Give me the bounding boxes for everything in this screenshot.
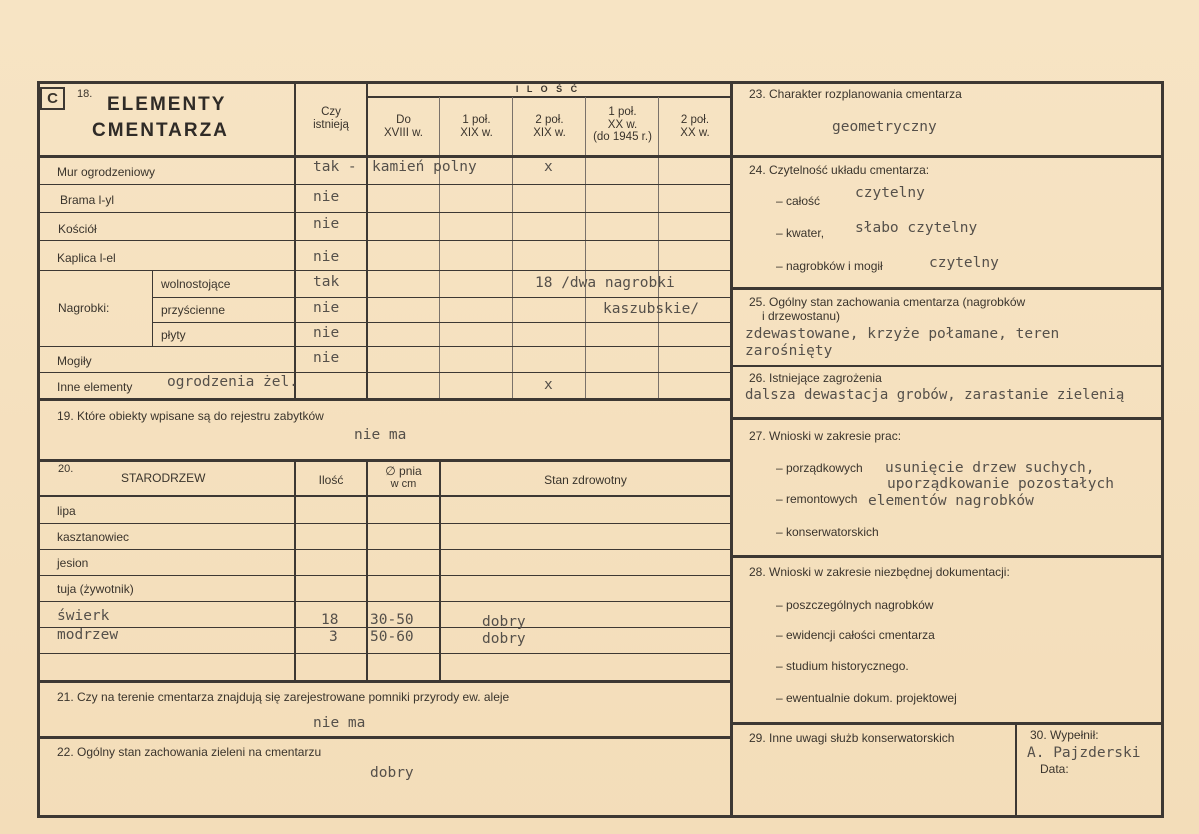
s30-label: 30. Wypełnił:	[1030, 728, 1099, 742]
mur-x: x	[544, 159, 553, 175]
row-label-plyty: płyty	[161, 328, 186, 342]
s25-label-2: i drzewostanu)	[762, 309, 841, 323]
s20-row-line	[39, 549, 730, 550]
s20-col-pnia-label: ∅ pnia w cm	[385, 464, 422, 491]
s25-value-1: zdewastowane, krzyże połamane, teren	[745, 326, 1060, 342]
s30-value: A. Pajzderski	[1027, 745, 1141, 761]
s20-header-line	[39, 495, 730, 497]
s29-top-line	[732, 722, 1163, 725]
tree-row-jesion: jesion	[57, 556, 89, 570]
s27-remontowych: – remontowych	[776, 492, 858, 506]
nagrobki-detail-2: kaszubskie/	[603, 301, 700, 317]
s20-col-ilosc-label: Ilość	[318, 473, 344, 487]
row-label-mur: Mur ogrodzeniowy	[57, 165, 156, 179]
nagrobki-label: Nagrobki:	[58, 301, 110, 315]
col-2pol-xix: 2 poł. XIX w.	[533, 114, 566, 139]
s24-nagrobkow-value: czytelny	[929, 255, 999, 271]
tree-row-lipa: lipa	[57, 504, 76, 518]
mogily-value: nie	[313, 350, 340, 366]
s28-item-4: – ewentualnie dokum. projektowej	[776, 691, 957, 705]
s20-col-stan-label: Stan zdrowotny	[544, 473, 627, 487]
s28-item-3: – studium historycznego.	[776, 659, 909, 673]
kaplica-value: nie	[313, 249, 340, 265]
s27-konserwatorskich: – konserwatorskich	[776, 525, 879, 539]
row-line	[39, 212, 730, 213]
brama-value: nie	[313, 189, 340, 205]
s28-item-1: – poszczególnych nagrobków	[776, 598, 934, 612]
s20-col-stan	[439, 461, 441, 681]
col-line-4	[585, 97, 586, 398]
s20-row-line	[39, 575, 730, 576]
wolnostojace-value: tak	[313, 274, 340, 290]
row-label-kaplica: Kaplica l-el	[57, 251, 116, 265]
row-line	[39, 372, 730, 373]
s21-top-line	[37, 680, 732, 683]
s20-col-pnia	[366, 461, 368, 681]
row-line	[39, 184, 730, 185]
row-line	[152, 322, 730, 323]
s25-top-line	[732, 287, 1163, 290]
inne-x: x	[544, 377, 553, 393]
s19-top-line	[37, 398, 732, 401]
row-label-mogily: Mogiły	[57, 354, 92, 368]
s25-value-2: zarośnięty	[745, 343, 833, 359]
tree-row-modrzew: modrzew	[57, 627, 119, 643]
s22-value: dobry	[370, 765, 414, 781]
s28-top-line	[732, 555, 1163, 558]
s19-label: 19. Które obiekty wpisane są do rejestru zabytków	[57, 409, 324, 423]
title-line-2: CMENTARZA	[92, 120, 229, 141]
s19-value: nie ma	[354, 427, 407, 443]
s20-row-line	[39, 601, 730, 602]
s20-top-line	[37, 459, 732, 462]
s30-data-label: Data:	[1040, 762, 1069, 776]
nagrobki-divider	[152, 270, 153, 346]
row-label-kosciol: Kościół	[58, 222, 97, 236]
s20-title: STARODRZEW	[121, 471, 206, 485]
s27-label: 27. Wnioski w zakresie prac:	[749, 429, 902, 443]
col-1pol-xix: 1 poł. XIX w.	[460, 114, 493, 139]
przyscienne-value: nie	[313, 300, 340, 316]
ilosc-line	[366, 96, 730, 98]
s29-s30-divider	[1015, 724, 1017, 817]
modrzew-ilosc: 3	[329, 629, 338, 645]
nagrobki-detail-1: 18 /dwa nagrobki	[535, 275, 675, 291]
col-line-3	[512, 97, 513, 398]
frame-top	[37, 81, 1164, 84]
row-line	[152, 297, 730, 298]
section-18-number: 18.	[77, 88, 93, 100]
s20-row-line	[39, 653, 730, 654]
swierk-pnia: 30-50	[370, 612, 414, 628]
plyty-value: nie	[313, 325, 340, 341]
s26-value: dalsza dewastacja grobów, zarastanie zielenią	[745, 387, 1125, 403]
col-line-5	[658, 97, 659, 398]
swierk-stan: dobry	[482, 614, 526, 630]
s24-calosc-label: – całość	[776, 194, 821, 208]
s24-kwater-value: słabo czytelny	[855, 220, 978, 236]
s23-label: 23. Charakter rozplanowania cmentarza	[749, 87, 962, 101]
frame-middle	[730, 81, 733, 818]
s26-label: 26. Istniejące zagrożenia	[749, 371, 882, 385]
s24-label: 24. Czytelność układu cmentarza:	[749, 163, 930, 177]
s24-kwater-label: – kwater,	[776, 226, 825, 240]
s26-top-line	[732, 365, 1163, 367]
col-1pol-xx: 1 poł. XX w. (do 1945 r.)	[593, 106, 652, 144]
s29-label: 29. Inne uwagi służb konserwatorskich	[749, 731, 955, 745]
s22-label: 22. Ogólny stan zachowania zieleni na cmentarzu	[57, 745, 322, 759]
s28-label: 28. Wnioski w zakresie niezbędnej dokumentacji:	[749, 565, 1010, 579]
elements-header-line	[37, 155, 732, 158]
s24-top-line	[732, 155, 1163, 158]
mur-czy-value: tak -	[313, 159, 357, 175]
col-2pol-xx: 2 poł. XX w.	[680, 114, 710, 139]
section-box-letter: C	[40, 87, 65, 110]
row-line	[39, 346, 730, 347]
row-label-inne: Inne elementy	[57, 380, 133, 394]
s25-label-1: 25. Ogólny stan zachowania cmentarza (nagrobków	[749, 295, 1026, 309]
s23-value: geometryczny	[832, 119, 937, 135]
tree-row-kasztanowiec: kasztanowiec	[57, 530, 130, 544]
swierk-ilosc: 18	[321, 612, 339, 628]
title-line-1: ELEMENTY	[107, 94, 227, 115]
tree-row-swierk: świerk	[57, 608, 110, 624]
row-line	[39, 270, 730, 271]
s27-value-3: elementów nagrobków	[868, 493, 1034, 509]
s24-nagrobkow-label: – nagrobków i mogił	[776, 259, 883, 273]
s27-top-line	[732, 417, 1163, 420]
frame-left	[37, 81, 40, 818]
ilosc-header: I L O Ś Ć	[515, 84, 581, 94]
s27-value-2: uporządkowanie pozostałych	[887, 476, 1114, 492]
modrzew-pnia: 50-60	[370, 629, 414, 645]
row-label-wolnostojace: wolnostojące	[161, 277, 231, 291]
s20-row-line	[39, 523, 730, 524]
s20-col-ilosc	[294, 461, 296, 681]
mur-detail: kamień polny	[372, 159, 477, 175]
row-label-przyscienne: przyścienne	[161, 303, 226, 317]
czy-istnieja-header: Czy istnieją	[313, 106, 349, 131]
s24-calosc-value: czytelny	[855, 185, 925, 201]
row-line	[39, 240, 730, 241]
kosciol-value: nie	[313, 216, 340, 232]
s22-top-line	[37, 736, 732, 739]
col-line-2	[439, 97, 440, 398]
row-label-brama: Brama l-yl	[60, 193, 115, 207]
s20-number: 20.	[58, 463, 74, 475]
s27-value-1: usunięcie drzew suchych,	[885, 460, 1095, 476]
frame-bottom	[37, 815, 1164, 818]
inne-detail: ogrodzenia żel.	[167, 374, 298, 390]
s21-value: nie ma	[313, 715, 366, 731]
col-do-xviii: Do XVIII w.	[384, 114, 423, 139]
tree-row-tuja: tuja (żywotnik)	[57, 582, 134, 596]
s27-porzadkowych: – porządkowych	[776, 461, 863, 475]
s28-item-2: – ewidencji całości cmentarza	[776, 628, 935, 642]
s21-label: 21. Czy na terenie cmentarza znajdują się zarejestrowane pomniki przyrody ew. aleje	[57, 690, 510, 704]
frame-right	[1161, 81, 1164, 818]
modrzew-stan: dobry	[482, 631, 526, 647]
